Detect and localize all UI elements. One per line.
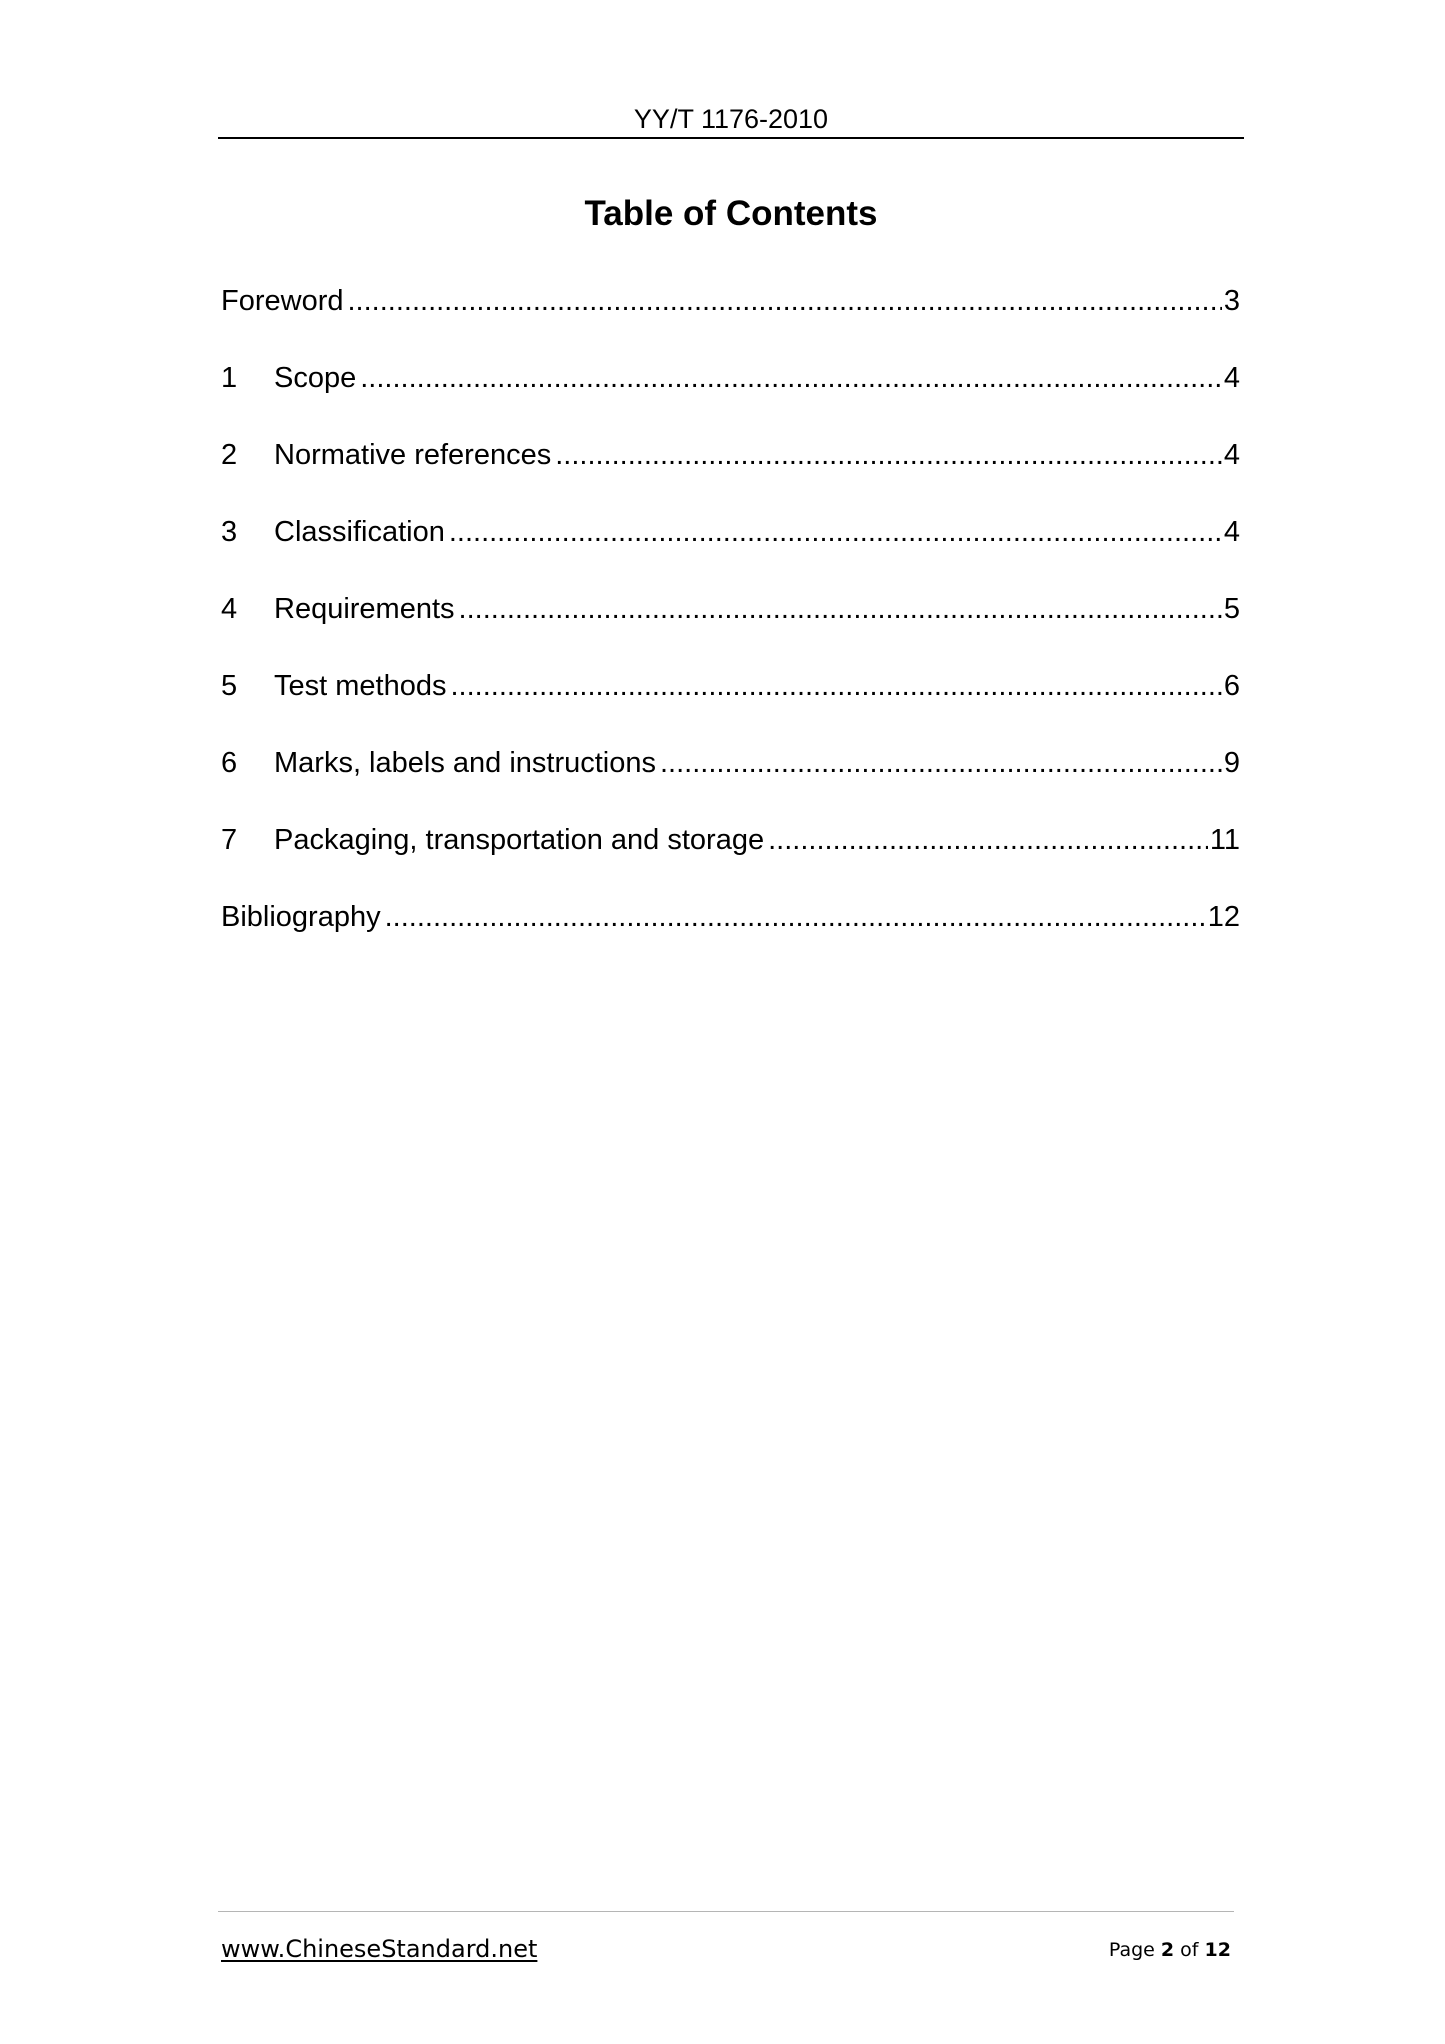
toc-entry-number: 1	[221, 362, 238, 394]
toc-dot-leader	[385, 897, 1206, 937]
toc-entry-page: 3	[1223, 285, 1240, 317]
toc-dot-leader	[348, 281, 1222, 321]
toc-entry-bibliography[interactable]	[221, 897, 1240, 937]
toc-entry-page: 4	[1223, 516, 1240, 548]
toc-entry-test-methods[interactable]	[221, 666, 1240, 706]
toc-entry-page: 12	[1207, 901, 1240, 933]
toc-entry-label: Scope	[274, 362, 357, 394]
toc-entry-number: 3	[221, 516, 238, 548]
toc-entry-classification[interactable]	[221, 512, 1240, 552]
toc-heading: Table of Contents	[584, 194, 878, 233]
toc-entry-label: Marks, labels and instructions	[274, 747, 656, 779]
toc-entry-page: 4	[1223, 439, 1240, 471]
toc-dot-leader	[360, 358, 1222, 398]
page-separator: of	[1180, 1939, 1199, 1961]
toc-dot-leader	[660, 743, 1222, 783]
toc-entry-foreword[interactable]	[221, 281, 1240, 321]
toc-entry-page: 11	[1209, 824, 1240, 856]
toc-dot-leader	[459, 589, 1222, 629]
toc-entry-requirements[interactable]	[221, 589, 1240, 629]
toc-entry-label: Foreword	[221, 285, 344, 317]
page-prefix: Page	[1108, 1939, 1155, 1961]
toc-dot-leader	[449, 512, 1222, 552]
toc-entry-page: 6	[1223, 670, 1240, 702]
toc-entry-label: Test methods	[274, 670, 447, 702]
toc-entry-label: Classification	[274, 516, 445, 548]
toc-entry-page: 4	[1223, 362, 1240, 394]
page-number	[1109, 1935, 1231, 1965]
toc-entry-number: 7	[221, 824, 238, 856]
toc-entry-packaging-transportation-storage[interactable]	[221, 820, 1240, 860]
toc-entry-number: 6	[221, 747, 238, 779]
toc-entry-label: Packaging, transportation and storage	[274, 824, 765, 856]
total-pages: 12	[1204, 1939, 1231, 1961]
toc-entry-label: Normative references	[274, 439, 552, 471]
footer-divider	[218, 1911, 1234, 1912]
current-page: 2	[1160, 1939, 1175, 1961]
toc-entry-scope[interactable]	[221, 358, 1240, 398]
toc-entry-page: 5	[1223, 593, 1240, 625]
toc-entry-label: Requirements	[274, 593, 455, 625]
website-link[interactable]: www.ChineseStandard.net	[221, 1935, 538, 1963]
header-divider	[218, 137, 1244, 139]
toc-dot-leader	[450, 666, 1221, 706]
toc-entry-number: 4	[221, 593, 238, 625]
toc-entry-number: 2	[221, 439, 238, 471]
document-code-header: YY/T 1176-2010	[633, 104, 829, 134]
toc-entry-number: 5	[221, 670, 238, 702]
toc-entry-normative-references[interactable]	[221, 435, 1240, 475]
toc-entry-page: 9	[1223, 747, 1240, 779]
toc-dot-leader	[768, 820, 1208, 860]
toc-entry-marks-labels-instructions[interactable]	[221, 743, 1240, 783]
toc-entry-label: Bibliography	[221, 901, 381, 933]
toc-dot-leader	[555, 435, 1222, 475]
